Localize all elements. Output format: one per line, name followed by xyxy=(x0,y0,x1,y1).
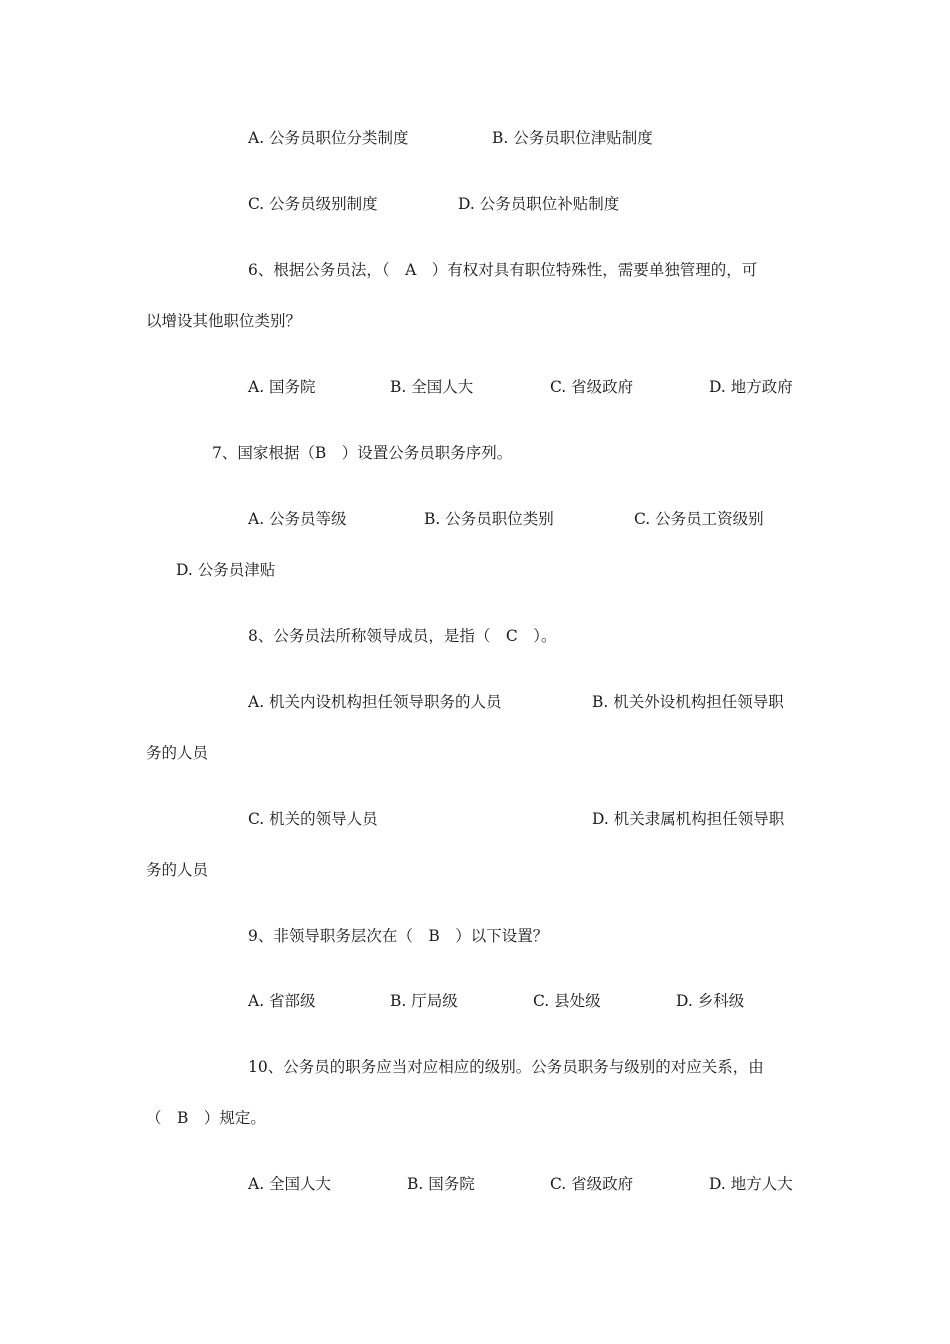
q9-option-d: D. 乡科级 xyxy=(676,992,745,1010)
q8-option-d: D. 机关隶属机构担任领导职 xyxy=(592,810,785,828)
q9-text: 9、非领导职务层次在（ B ）以下设置？ xyxy=(248,927,549,945)
q8-option-b-cont: 务的人员 xyxy=(146,744,209,762)
q6-text-cont: 以增设其他职位类别？ xyxy=(146,312,302,330)
q6-option-c: C. 省级政府 xyxy=(550,378,634,396)
q7-option-c: C. 公务员工资级别 xyxy=(634,510,764,528)
q10-option-d: D. 地方人大 xyxy=(709,1175,793,1193)
q10-option-a: A. 全国人大 xyxy=(248,1175,332,1193)
q9-option-c: C. 县处级 xyxy=(533,992,601,1010)
q8-option-b: B. 机关外设机构担任领导职 xyxy=(592,693,784,711)
q7-option-b: B. 公务员职位类别 xyxy=(424,510,554,528)
q7-text: 7、国家根据（B ）设置公务员职务序列。 xyxy=(212,444,513,462)
q7-option-d: D. 公务员津贴 xyxy=(176,561,276,579)
q5-option-a: A. 公务员职位分类制度 xyxy=(248,129,409,147)
q5-option-d: D. 公务员职位补贴制度 xyxy=(458,195,620,213)
q9-option-a: A. 省部级 xyxy=(248,992,316,1010)
q6-option-a: A. 国务院 xyxy=(248,378,316,396)
q10-option-c: C. 省级政府 xyxy=(550,1175,634,1193)
q8-text: 8、公务员法所称领导成员，是指（ C ）。 xyxy=(248,627,557,645)
q7-option-a: A. 公务员等级 xyxy=(248,510,347,528)
q8-option-d-cont: 务的人员 xyxy=(146,861,209,879)
q10-option-b: B. 国务院 xyxy=(407,1175,475,1193)
q6-text: 6、根据公务员法，（ A ）有权对具有职位特殊性，需要单独管理的，可 xyxy=(248,261,758,279)
q6-option-b: B. 全国人大 xyxy=(390,378,474,396)
q9-option-b: B. 厅局级 xyxy=(390,992,458,1010)
q10-text-cont: （ B ）规定。 xyxy=(146,1109,266,1127)
q5-option-c: C. 公务员级别制度 xyxy=(248,195,378,213)
q8-option-c: C. 机关的领导人员 xyxy=(248,810,378,828)
q6-option-d: D. 地方政府 xyxy=(709,378,793,396)
q8-option-a: A. 机关内设机构担任领导职务的人员 xyxy=(248,693,502,711)
q10-text: 10、公务员的职务应当对应相应的级别。公务员职务与级别的对应关系，由 xyxy=(248,1058,764,1076)
q5-option-b: B. 公务员职位津贴制度 xyxy=(492,129,653,147)
